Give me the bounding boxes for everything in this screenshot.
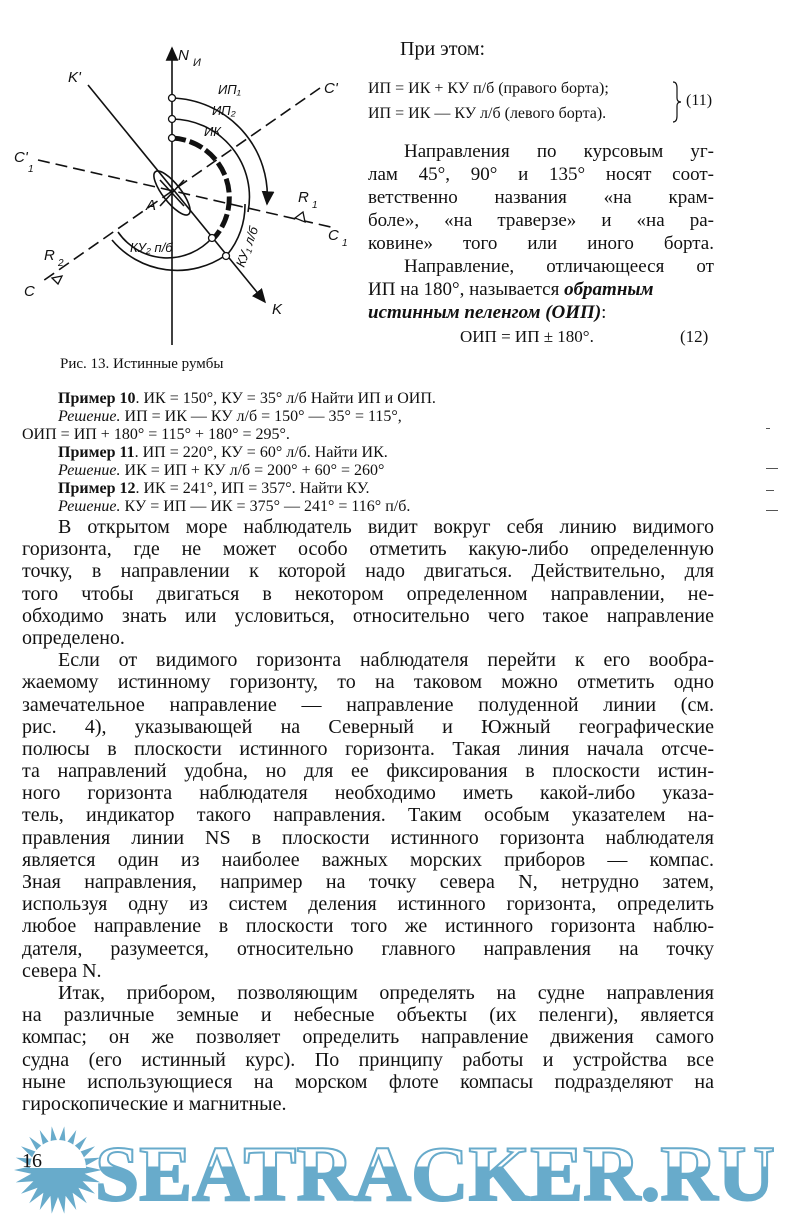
label-k: K bbox=[272, 301, 283, 318]
text-line: является один из наиболее важных морских приборов — компас. bbox=[22, 848, 714, 871]
text-line: точку, в направлении к которой надо двигаться. Действительно, для bbox=[22, 560, 714, 583]
watermark-text: SEATRACKER.RU bbox=[95, 1130, 775, 1215]
example-text: ИП = ИК — КУ л/б = 150° — 35° = 115°, bbox=[120, 408, 402, 425]
text-line: гироскопические и магнитные. bbox=[22, 1092, 287, 1115]
text-line: любое направление в плоскости того же истинного горизонта наблю- bbox=[22, 915, 714, 938]
text-line: тель, индикатор такого направления. Таким особым указателем на- bbox=[22, 804, 714, 827]
text-line: Если от видимого горизонта наблюдателя перейти к его вообра- bbox=[58, 649, 714, 672]
course-angle-paragraph bbox=[368, 140, 714, 324]
formula-12: ОИП = ИП ± 180°. bbox=[460, 327, 594, 346]
label-north: N bbox=[178, 47, 189, 64]
solution-label: Решение. bbox=[58, 462, 121, 479]
text-line: дателя, разумеется, относительно главного направления на точку bbox=[22, 937, 714, 960]
text-line: горизонта, где не может особо отметить какую-либо определенную bbox=[22, 538, 714, 561]
text-line: жаемому истинному горизонту, то на таковом можно отметить одно bbox=[22, 671, 714, 694]
text-line: Направление, отличающееся от bbox=[404, 256, 714, 277]
page-number: 16 bbox=[22, 1150, 42, 1172]
bearing-line-c1 bbox=[38, 160, 335, 228]
text-line: того чтобы двигаться в некотором определенном направлении, не- bbox=[22, 582, 714, 605]
intro-text: При этом: bbox=[400, 38, 486, 60]
solution-label: Решение. bbox=[58, 498, 121, 515]
example-title: Пример 11 bbox=[58, 444, 135, 461]
example-text: . ИП = 220°, КУ = 60° л/б. Найти ИК. bbox=[134, 444, 388, 461]
text-line: замечательное направление — направление полуденной линии (см. bbox=[22, 693, 714, 716]
example-text: ОИП = ИП + 180° = 115° + 180° = 295°. bbox=[22, 426, 290, 443]
text-line: В открытом море наблюдатель видит вокруг себя линию видимого bbox=[58, 516, 714, 538]
label-ik: ИК bbox=[204, 124, 221, 139]
label-c1: C bbox=[328, 227, 339, 244]
text-line: ветственно названия «на крам- bbox=[368, 187, 714, 208]
formula-11-a: ИП = ИК + КУ п/б (правого борта); bbox=[368, 80, 609, 97]
text-line: Зная направления, например на точку севера N, нетрудно затем, bbox=[22, 871, 714, 893]
text-line: Направления по курсовым уг- bbox=[404, 141, 714, 162]
example-text: . ИК = 150°, КУ = 35° л/б Найти ИП и ОИП. bbox=[135, 390, 436, 407]
text-line: полюсы в плоскости истинного горизонта. Такая линия начала отсче- bbox=[22, 737, 714, 760]
formula-11-b: ИП = ИК — КУ л/б (левого борта). bbox=[368, 105, 607, 122]
label-c1-sub: 1 bbox=[342, 238, 348, 249]
seatracker-watermark bbox=[0, 1124, 788, 1215]
label-a: A bbox=[146, 197, 157, 214]
example-text: . ИК = 241°, ИП = 357°. Найти КУ. bbox=[135, 480, 370, 497]
label-ip2: ИП₂ bbox=[212, 103, 236, 118]
examples-block bbox=[22, 390, 562, 516]
label-r1-sub: 1 bbox=[312, 200, 318, 211]
term: истинным пеленгом (ОИП) bbox=[368, 302, 602, 323]
true-bearings-diagram bbox=[0, 30, 370, 360]
text-line: правления линии NS в плоскости истинного горизонта наблюдателя bbox=[22, 826, 714, 849]
course-line bbox=[88, 85, 265, 302]
text-line: обходимо знать или условиться, относительно чего такое направление bbox=[22, 604, 714, 627]
figure-caption: Рис. 13. Истинные румбы bbox=[60, 356, 224, 372]
text-line: судна (его истинный курс). По принципу работы и устройства все bbox=[22, 1048, 714, 1071]
label-ku1: КУ₁ л/б bbox=[232, 224, 262, 270]
text-line: компас; он же позволяет определить направление движения самого bbox=[22, 1026, 714, 1049]
body-text bbox=[22, 516, 714, 1115]
example-title: Пример 10 bbox=[58, 390, 136, 407]
label-c1-prime: C' bbox=[14, 149, 28, 166]
text-line: ковине» того или иного борта. bbox=[368, 233, 714, 254]
label-ku2: КУ₂ п/б bbox=[130, 240, 173, 255]
formula-12-number: (12) bbox=[680, 327, 709, 346]
text: : bbox=[601, 302, 607, 323]
brace-icon bbox=[672, 80, 682, 124]
text-line: та направлений удобна, но для ее фиксирования в плоскости истин- bbox=[22, 760, 714, 783]
example-text: КУ = ИП — ИК = 375° — 241° = 116° п/б. bbox=[120, 498, 411, 515]
label-r2-sub: 2 bbox=[58, 258, 64, 269]
text-line: ныне использующиеся на морском флоте компасы подразделяют на bbox=[22, 1070, 714, 1093]
solution-label: Решение. bbox=[58, 408, 121, 425]
label-c: C bbox=[24, 283, 35, 300]
label-north-sub: И bbox=[193, 57, 201, 69]
text-line: определено. bbox=[22, 626, 125, 649]
label-c-prime: C' bbox=[324, 80, 338, 97]
text-line: Итак, прибором, позволяющим определять на судне направления bbox=[58, 981, 714, 1004]
text-line: лам 45°, 90° и 135° носят соот- bbox=[368, 164, 714, 185]
text-line: ного горизонта наблюдателя необходимо иметь какой-либо указа- bbox=[22, 782, 714, 805]
text-line: рис. 4), указывающей на Северный и Южный географические bbox=[22, 715, 714, 738]
label-c1-prime-sub: 1 bbox=[28, 164, 34, 175]
label-k-prime: K' bbox=[68, 69, 81, 86]
text: ИП на 180°, называется bbox=[368, 279, 565, 300]
text-line: на различные земные и небесные объекты (их пеленги), является bbox=[22, 1004, 714, 1027]
example-text: ИК = ИП + КУ л/б = 200° + 60° = 260° bbox=[120, 462, 385, 479]
text-line: севера N. bbox=[22, 959, 102, 982]
example-title: Пример 12 bbox=[58, 480, 136, 497]
text-line: боле», «на траверзе» и «на ра- bbox=[368, 210, 714, 231]
term: обратным bbox=[564, 279, 654, 300]
text-line: используя одну из систем деления истинного горизонта, определить bbox=[22, 893, 714, 916]
label-r1: R bbox=[298, 189, 309, 206]
label-ip1: ИП₁ bbox=[218, 82, 241, 97]
formula-11-number: (11) bbox=[686, 92, 713, 109]
label-r2: R bbox=[44, 247, 55, 264]
